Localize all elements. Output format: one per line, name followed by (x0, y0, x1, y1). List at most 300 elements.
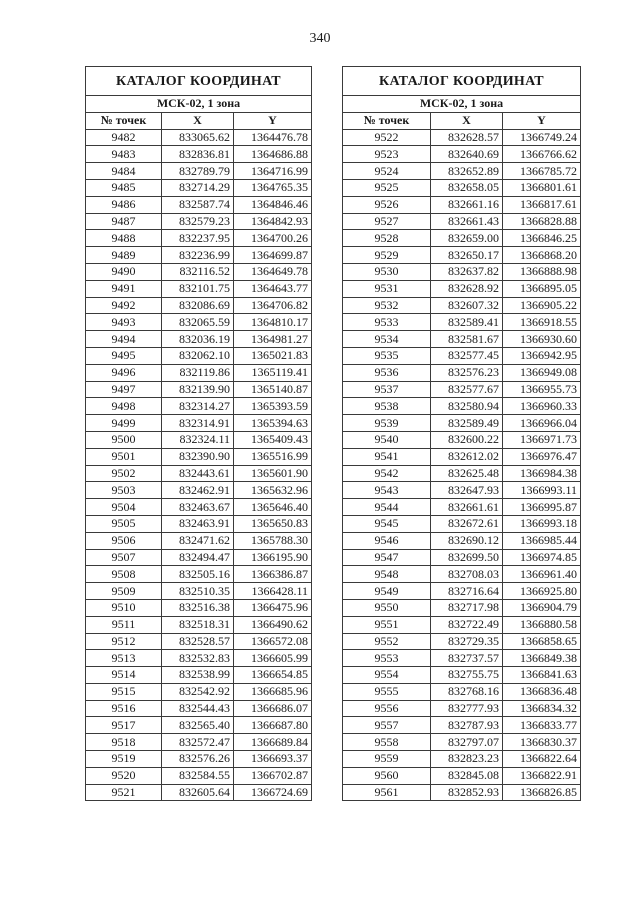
x-coordinate-cell: 832314.91 (162, 415, 234, 432)
y-coordinate-cell: 1365788.30 (234, 532, 312, 549)
point-number-cell: 9555 (343, 683, 431, 700)
point-number-cell: 9532 (343, 297, 431, 314)
point-number-cell: 9518 (86, 734, 162, 751)
table-row (343, 347, 581, 364)
point-number-cell: 9508 (86, 566, 162, 583)
table-row (86, 734, 312, 751)
table-row (343, 247, 581, 264)
x-coordinate-cell: 832119.86 (162, 364, 234, 381)
x-coordinate-cell: 832672.61 (431, 515, 503, 532)
y-coordinate-cell: 1366654.85 (234, 667, 312, 684)
point-number-cell: 9488 (86, 230, 162, 247)
x-coordinate-cell: 832579.23 (162, 213, 234, 230)
y-coordinate-cell: 1364981.27 (234, 331, 312, 348)
table-row (86, 767, 312, 784)
point-number-cell: 9502 (86, 465, 162, 482)
x-coordinate-cell: 832589.49 (431, 415, 503, 432)
x-coordinate-cell: 832390.90 (162, 448, 234, 465)
x-coordinate-cell: 832625.48 (431, 465, 503, 482)
y-coordinate-cell: 1366974.85 (503, 549, 581, 566)
table-row (86, 465, 312, 482)
point-number-cell: 9485 (86, 179, 162, 196)
x-coordinate-cell: 832661.16 (431, 196, 503, 213)
y-coordinate-cell: 1366572.08 (234, 633, 312, 650)
x-coordinate-cell: 832600.22 (431, 431, 503, 448)
table-row (86, 650, 312, 667)
x-coordinate-cell: 832518.31 (162, 616, 234, 633)
y-coordinate-cell: 1366905.22 (503, 297, 581, 314)
point-number-cell: 9535 (343, 347, 431, 364)
column-header-x: X (431, 112, 503, 129)
y-coordinate-cell: 1364649.78 (234, 263, 312, 280)
x-coordinate-cell: 832787.93 (431, 717, 503, 734)
x-coordinate-cell: 832324.11 (162, 431, 234, 448)
point-number-cell: 9489 (86, 247, 162, 264)
x-coordinate-cell: 832236.99 (162, 247, 234, 264)
y-coordinate-cell: 1366686.07 (234, 700, 312, 717)
table-row (343, 700, 581, 717)
page-number: 340 (309, 31, 331, 46)
point-number-cell: 9538 (343, 398, 431, 415)
y-coordinate-cell: 1366724.69 (234, 784, 312, 801)
table-row (343, 163, 581, 180)
table-row (343, 532, 581, 549)
x-coordinate-cell: 832777.93 (431, 700, 503, 717)
table-row (343, 734, 581, 751)
point-number-cell: 9523 (343, 146, 431, 163)
x-coordinate-cell: 832699.50 (431, 549, 503, 566)
table-row (343, 515, 581, 532)
x-coordinate-cell: 832463.91 (162, 515, 234, 532)
point-number-cell: 9559 (343, 751, 431, 768)
y-coordinate-cell: 1364700.26 (234, 230, 312, 247)
y-coordinate-cell: 1366195.90 (234, 549, 312, 566)
y-coordinate-cell: 1366785.72 (503, 163, 581, 180)
point-number-cell: 9527 (343, 213, 431, 230)
point-number-cell: 9542 (343, 465, 431, 482)
point-number-cell: 9501 (86, 448, 162, 465)
point-number-cell: 9514 (86, 667, 162, 684)
table-row (86, 633, 312, 650)
x-coordinate-cell: 832565.40 (162, 717, 234, 734)
y-coordinate-cell: 1366895.05 (503, 280, 581, 297)
y-coordinate-cell: 1366888.98 (503, 263, 581, 280)
table-row (86, 583, 312, 600)
point-number-cell: 9524 (343, 163, 431, 180)
y-coordinate-cell: 1365021.83 (234, 347, 312, 364)
y-coordinate-cell: 1366702.87 (234, 767, 312, 784)
y-coordinate-cell: 1366685.96 (234, 683, 312, 700)
point-number-cell: 9544 (343, 499, 431, 516)
table-row (86, 347, 312, 364)
y-coordinate-cell: 1366817.61 (503, 196, 581, 213)
column-header-y: Y (503, 112, 581, 129)
y-coordinate-cell: 1366868.20 (503, 247, 581, 264)
y-coordinate-cell: 1365409.43 (234, 431, 312, 448)
table-row (343, 683, 581, 700)
x-coordinate-cell: 832532.83 (162, 650, 234, 667)
y-coordinate-cell: 1364765.35 (234, 179, 312, 196)
y-coordinate-cell: 1365632.96 (234, 482, 312, 499)
table-row (86, 196, 312, 213)
point-number-cell: 9536 (343, 364, 431, 381)
x-coordinate-cell: 832690.12 (431, 532, 503, 549)
zone-label: МСК-02, 1 зона (86, 96, 312, 113)
y-coordinate-cell: 1366830.37 (503, 734, 581, 751)
y-coordinate-cell: 1364686.88 (234, 146, 312, 163)
y-coordinate-cell: 1366942.95 (503, 347, 581, 364)
x-coordinate-cell: 832716.64 (431, 583, 503, 600)
zone-row (343, 96, 581, 113)
table-row (343, 583, 581, 600)
x-coordinate-cell: 832605.64 (162, 784, 234, 801)
x-coordinate-cell: 832036.19 (162, 331, 234, 348)
point-number-cell: 9510 (86, 599, 162, 616)
x-coordinate-cell: 832823.23 (431, 751, 503, 768)
point-number-cell: 9534 (343, 331, 431, 348)
table-row (86, 331, 312, 348)
table-row (86, 683, 312, 700)
point-number-cell: 9517 (86, 717, 162, 734)
column-header-row (86, 112, 312, 129)
point-number-cell: 9511 (86, 616, 162, 633)
point-number-cell: 9554 (343, 667, 431, 684)
y-coordinate-cell: 1364842.93 (234, 213, 312, 230)
zone-row (86, 96, 312, 113)
x-coordinate-cell: 832737.57 (431, 650, 503, 667)
y-coordinate-cell: 1365646.40 (234, 499, 312, 516)
x-coordinate-cell: 832516.38 (162, 599, 234, 616)
table-row (343, 230, 581, 247)
x-coordinate-cell: 832237.95 (162, 230, 234, 247)
table-title: КАТАЛОГ КООРДИНАТ (86, 67, 312, 96)
x-coordinate-cell: 832647.93 (431, 482, 503, 499)
y-coordinate-cell: 1366841.63 (503, 667, 581, 684)
point-number-cell: 9513 (86, 650, 162, 667)
y-coordinate-cell: 1366834.32 (503, 700, 581, 717)
x-coordinate-cell: 832116.52 (162, 263, 234, 280)
x-coordinate-cell: 832587.74 (162, 196, 234, 213)
table-row (343, 482, 581, 499)
zone-label: МСК-02, 1 зона (343, 96, 581, 113)
table-title: КАТАЛОГ КООРДИНАТ (343, 67, 581, 96)
point-number-cell: 9540 (343, 431, 431, 448)
x-coordinate-cell: 832797.07 (431, 734, 503, 751)
point-number-cell: 9525 (343, 179, 431, 196)
table-row (343, 566, 581, 583)
point-number-cell: 9541 (343, 448, 431, 465)
table-row (86, 398, 312, 415)
y-coordinate-cell: 1366605.99 (234, 650, 312, 667)
x-coordinate-cell: 832139.90 (162, 381, 234, 398)
point-number-cell: 9552 (343, 633, 431, 650)
table-row (86, 415, 312, 432)
x-coordinate-cell: 832607.32 (431, 297, 503, 314)
y-coordinate-cell: 1364706.82 (234, 297, 312, 314)
point-number-cell: 9499 (86, 415, 162, 432)
y-coordinate-cell: 1365601.90 (234, 465, 312, 482)
table-row (86, 667, 312, 684)
x-coordinate-cell: 832086.69 (162, 297, 234, 314)
y-coordinate-cell: 1364810.17 (234, 314, 312, 331)
coordinate-catalog-table-left (85, 66, 312, 801)
x-coordinate-cell: 832612.02 (431, 448, 503, 465)
y-coordinate-cell: 1366828.88 (503, 213, 581, 230)
column-header-y: Y (234, 112, 312, 129)
x-coordinate-cell: 832717.98 (431, 599, 503, 616)
table-row (86, 364, 312, 381)
y-coordinate-cell: 1366858.65 (503, 633, 581, 650)
point-number-cell: 9550 (343, 599, 431, 616)
x-coordinate-cell: 832577.45 (431, 347, 503, 364)
column-header-point-number: № точек (343, 112, 431, 129)
point-number-cell: 9528 (343, 230, 431, 247)
x-coordinate-cell: 832314.27 (162, 398, 234, 415)
x-coordinate-cell: 832462.91 (162, 482, 234, 499)
y-coordinate-cell: 1365119.41 (234, 364, 312, 381)
table-row (343, 633, 581, 650)
table-row (343, 297, 581, 314)
x-coordinate-cell: 832471.62 (162, 532, 234, 549)
y-coordinate-cell: 1366749.24 (503, 129, 581, 146)
table-row (343, 667, 581, 684)
table-row (86, 751, 312, 768)
table-row (343, 599, 581, 616)
point-number-cell: 9495 (86, 347, 162, 364)
y-coordinate-cell: 1366428.11 (234, 583, 312, 600)
table-row (343, 129, 581, 146)
table-row (86, 129, 312, 146)
y-coordinate-cell: 1364716.99 (234, 163, 312, 180)
table-title-row (86, 67, 312, 96)
y-coordinate-cell: 1366993.11 (503, 482, 581, 499)
x-coordinate-cell: 832572.47 (162, 734, 234, 751)
point-number-cell: 9549 (343, 583, 431, 600)
point-number-cell: 9529 (343, 247, 431, 264)
point-number-cell: 9545 (343, 515, 431, 532)
column-header-x: X (162, 112, 234, 129)
y-coordinate-cell: 1366995.87 (503, 499, 581, 516)
x-coordinate-cell: 833065.62 (162, 129, 234, 146)
y-coordinate-cell: 1366846.25 (503, 230, 581, 247)
point-number-cell: 9492 (86, 297, 162, 314)
point-number-cell: 9482 (86, 129, 162, 146)
y-coordinate-cell: 1366849.38 (503, 650, 581, 667)
table-row (86, 280, 312, 297)
y-coordinate-cell: 1366960.33 (503, 398, 581, 415)
point-number-cell: 9530 (343, 263, 431, 280)
x-coordinate-cell: 832510.35 (162, 583, 234, 600)
x-coordinate-cell: 832714.29 (162, 179, 234, 196)
table-row (343, 616, 581, 633)
table-row (86, 247, 312, 264)
x-coordinate-cell: 832538.99 (162, 667, 234, 684)
point-number-cell: 9512 (86, 633, 162, 650)
table-row (343, 263, 581, 280)
table-row (86, 599, 312, 616)
x-coordinate-cell: 832589.41 (431, 314, 503, 331)
point-number-cell: 9557 (343, 717, 431, 734)
x-coordinate-cell: 832836.81 (162, 146, 234, 163)
y-coordinate-cell: 1364476.78 (234, 129, 312, 146)
table-row (86, 482, 312, 499)
y-coordinate-cell: 1366984.38 (503, 465, 581, 482)
point-number-cell: 9553 (343, 650, 431, 667)
point-number-cell: 9507 (86, 549, 162, 566)
table-row (343, 381, 581, 398)
point-number-cell: 9496 (86, 364, 162, 381)
x-coordinate-cell: 832789.79 (162, 163, 234, 180)
y-coordinate-cell: 1366961.40 (503, 566, 581, 583)
point-number-cell: 9521 (86, 784, 162, 801)
x-coordinate-cell: 832722.49 (431, 616, 503, 633)
table-row (343, 314, 581, 331)
table-row (86, 616, 312, 633)
table-row (86, 549, 312, 566)
y-coordinate-cell: 1366971.73 (503, 431, 581, 448)
y-coordinate-cell: 1366904.79 (503, 599, 581, 616)
y-coordinate-cell: 1366880.58 (503, 616, 581, 633)
table-row (343, 499, 581, 516)
point-number-cell: 9497 (86, 381, 162, 398)
x-coordinate-cell: 832661.61 (431, 499, 503, 516)
x-coordinate-cell: 832640.69 (431, 146, 503, 163)
y-coordinate-cell: 1365650.83 (234, 515, 312, 532)
table-row (86, 532, 312, 549)
point-number-cell: 9483 (86, 146, 162, 163)
x-coordinate-cell: 832768.16 (431, 683, 503, 700)
table-row (86, 431, 312, 448)
y-coordinate-cell: 1366687.80 (234, 717, 312, 734)
table-row (86, 314, 312, 331)
table-row (343, 549, 581, 566)
y-coordinate-cell: 1366955.73 (503, 381, 581, 398)
x-coordinate-cell: 832584.55 (162, 767, 234, 784)
table-row (343, 650, 581, 667)
coordinate-catalog-table-right (342, 66, 581, 801)
x-coordinate-cell: 832576.26 (162, 751, 234, 768)
point-number-cell: 9505 (86, 515, 162, 532)
x-coordinate-cell: 832062.10 (162, 347, 234, 364)
y-coordinate-cell: 1366766.62 (503, 146, 581, 163)
table-row (86, 448, 312, 465)
x-coordinate-cell: 832628.57 (431, 129, 503, 146)
x-coordinate-cell: 832658.05 (431, 179, 503, 196)
table-row (343, 784, 581, 801)
x-coordinate-cell: 832650.17 (431, 247, 503, 264)
y-coordinate-cell: 1364699.87 (234, 247, 312, 264)
point-number-cell: 9486 (86, 196, 162, 213)
table-row (86, 230, 312, 247)
column-header-point-number: № точек (86, 112, 162, 129)
point-number-cell: 9494 (86, 331, 162, 348)
y-coordinate-cell: 1366826.85 (503, 784, 581, 801)
point-number-cell: 9526 (343, 196, 431, 213)
x-coordinate-cell: 832577.67 (431, 381, 503, 398)
x-coordinate-cell: 832463.67 (162, 499, 234, 516)
x-coordinate-cell: 832580.94 (431, 398, 503, 415)
table-row (343, 751, 581, 768)
y-coordinate-cell: 1365140.87 (234, 381, 312, 398)
point-number-cell: 9556 (343, 700, 431, 717)
y-coordinate-cell: 1364643.77 (234, 280, 312, 297)
point-number-cell: 9543 (343, 482, 431, 499)
x-coordinate-cell: 832637.82 (431, 263, 503, 280)
y-coordinate-cell: 1366985.44 (503, 532, 581, 549)
x-coordinate-cell: 832755.75 (431, 667, 503, 684)
x-coordinate-cell: 832505.16 (162, 566, 234, 583)
point-number-cell: 9487 (86, 213, 162, 230)
y-coordinate-cell: 1366833.77 (503, 717, 581, 734)
point-number-cell: 9561 (343, 784, 431, 801)
table-row (343, 213, 581, 230)
point-number-cell: 9551 (343, 616, 431, 633)
point-number-cell: 9490 (86, 263, 162, 280)
table-row (343, 364, 581, 381)
table-row (86, 263, 312, 280)
x-coordinate-cell: 832528.57 (162, 633, 234, 650)
point-number-cell: 9515 (86, 683, 162, 700)
table-title-row (343, 67, 581, 96)
x-coordinate-cell: 832628.92 (431, 280, 503, 297)
y-coordinate-cell: 1366689.84 (234, 734, 312, 751)
x-coordinate-cell: 832581.67 (431, 331, 503, 348)
y-coordinate-cell: 1366386.87 (234, 566, 312, 583)
point-number-cell: 9500 (86, 431, 162, 448)
point-number-cell: 9506 (86, 532, 162, 549)
table-row (343, 717, 581, 734)
y-coordinate-cell: 1366930.60 (503, 331, 581, 348)
point-number-cell: 9560 (343, 767, 431, 784)
point-number-cell: 9547 (343, 549, 431, 566)
table-row (343, 179, 581, 196)
column-header-row (343, 112, 581, 129)
table-row (86, 179, 312, 196)
point-number-cell: 9558 (343, 734, 431, 751)
y-coordinate-cell: 1365516.99 (234, 448, 312, 465)
table-row (343, 146, 581, 163)
y-coordinate-cell: 1366925.80 (503, 583, 581, 600)
table-row (86, 163, 312, 180)
y-coordinate-cell: 1364846.46 (234, 196, 312, 213)
table-row (86, 700, 312, 717)
y-coordinate-cell: 1366475.96 (234, 599, 312, 616)
x-coordinate-cell: 832101.75 (162, 280, 234, 297)
table-row (86, 717, 312, 734)
table-row (343, 398, 581, 415)
x-coordinate-cell: 832494.47 (162, 549, 234, 566)
point-number-cell: 9520 (86, 767, 162, 784)
table-row (343, 415, 581, 432)
y-coordinate-cell: 1365393.59 (234, 398, 312, 415)
table-row (343, 767, 581, 784)
table-row (86, 297, 312, 314)
table-row (86, 146, 312, 163)
x-coordinate-cell: 832542.92 (162, 683, 234, 700)
table-row (86, 213, 312, 230)
table-row (343, 465, 581, 482)
table-row (343, 448, 581, 465)
point-number-cell: 9519 (86, 751, 162, 768)
table-row (343, 431, 581, 448)
table-row (343, 196, 581, 213)
y-coordinate-cell: 1366836.48 (503, 683, 581, 700)
point-number-cell: 9537 (343, 381, 431, 398)
x-coordinate-cell: 832729.35 (431, 633, 503, 650)
y-coordinate-cell: 1366822.91 (503, 767, 581, 784)
y-coordinate-cell: 1366966.04 (503, 415, 581, 432)
x-coordinate-cell: 832659.00 (431, 230, 503, 247)
